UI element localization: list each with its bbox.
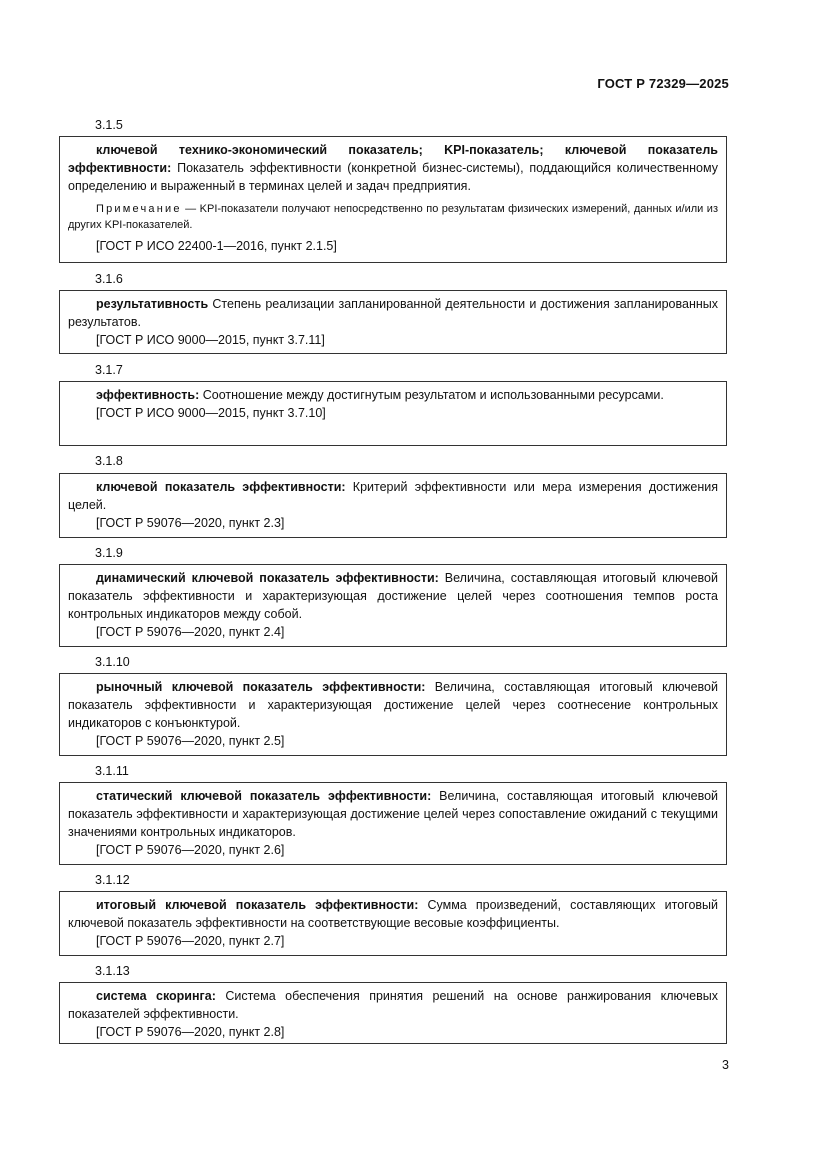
term-entry-box [59,673,727,756]
term-source: [ГОСТ Р 59076—2020, пункт 2.3] [96,516,285,530]
clause-number: 3.1.12 [95,873,130,887]
clause-number: 3.1.5 [95,118,123,132]
term-definition [68,386,718,404]
definition-text: Величина, составляющая итоговый ключевой показатель эффективности и характеризующая достижение целей через соотнесение контрольных индикаторов с конъюнктурой. [68,680,718,730]
term-source: [ГОСТ Р ИСО 22400-1—2016, пункт 2.1.5] [96,239,337,253]
document-number-header: ГОСТ Р 72329—2025 [597,76,729,91]
term-name: результативность [96,297,209,311]
definition-text: Величина, составляющая итоговый ключевой показатель эффективности и характеризующая достижение целей через соотношения темпов роста контрольных индикаторов между собой. [68,571,718,621]
clause-number: 3.1.10 [95,655,130,669]
note-label: Примечание [96,203,182,215]
term-name: динамический ключевой показатель эффективности: [96,571,439,585]
term-entry-box [59,381,727,446]
term-entry-box [59,982,727,1044]
term-name: эффективность: [96,388,200,402]
definition-text: Величина, составляющая итоговый ключевой показатель эффективности и характеризующая достижение целей через сопоставление ожиданий с текущими значениями контрольных индикаторов. [68,789,719,839]
term-definition [68,141,718,195]
term-note [68,201,718,233]
term-definition [68,295,718,331]
term-name: система скоринга: [96,989,216,1003]
term-source: [ГОСТ Р 59076—2020, пункт 2.8] [96,1025,285,1039]
term-source: [ГОСТ Р 59076—2020, пункт 2.4] [96,625,285,639]
note-text: — KPI-показатели получают непосредственно по результатам физических измерений, данных и/или из других KPI-показателей. [68,203,718,231]
term-source: [ГОСТ Р 59076—2020, пункт 2.6] [96,843,285,857]
page-number: 3 [722,1058,729,1072]
term-source: [ГОСТ Р 59076—2020, пункт 2.5] [96,734,285,748]
clause-number: 3.1.8 [95,454,123,468]
term-definition [68,787,718,841]
term-name: рыночный ключевой показатель эффективности: [96,680,426,694]
term-name: статический ключевой показатель эффективности: [96,789,432,803]
clause-number: 3.1.13 [95,964,130,978]
term-definition [68,896,718,932]
term-name: ключевой технико-экономический показатель; KPI-показатель; ключевой показатель эффективности: [68,143,718,175]
term-entry-box [59,473,727,538]
definition-text: Показатель эффективности (конкретной бизнес-системы), поддающийся количественному определению и выраженный в терминах целей и задач предприятия. [68,161,718,193]
definition-text: Критерий эффективности или мера измерения достижения целей. [68,480,718,512]
term-entry-box [59,290,727,354]
clause-number: 3.1.11 [95,764,129,778]
clause-number: 3.1.7 [95,363,123,377]
definition-text: Система обеспечения принятия решений на основе ранжирования ключевых показателей эффективности. [68,989,718,1021]
definition-text: Степень реализации запланированной деятельности и достижения запланированных результатов. [68,297,718,329]
term-definition [68,678,718,732]
term-definition [68,569,718,623]
definition-text: Сумма произведений, составляющих итоговый ключевой показатель эффективности на соответствующие весовые коэффициенты. [68,898,718,930]
term-name: итоговый ключевой показатель эффективности: [96,898,419,912]
clause-number: 3.1.9 [95,546,123,560]
definition-text: Соотношение между достигнутым результатом и использованными ресурсами. [199,388,664,402]
term-entry-box [59,136,727,263]
term-definition [68,987,718,1023]
term-entry-box [59,564,727,647]
clause-number: 3.1.6 [95,272,123,286]
term-definition [68,478,718,514]
term-entry-box [59,891,727,956]
term-source: [ГОСТ Р ИСО 9000—2015, пункт 3.7.11] [96,333,325,347]
term-source: [ГОСТ Р 59076—2020, пункт 2.7] [96,934,285,948]
term-name: ключевой показатель эффективности: [96,480,346,494]
term-entry-box [59,782,727,865]
term-source: [ГОСТ Р ИСО 9000—2015, пункт 3.7.10] [96,406,326,420]
